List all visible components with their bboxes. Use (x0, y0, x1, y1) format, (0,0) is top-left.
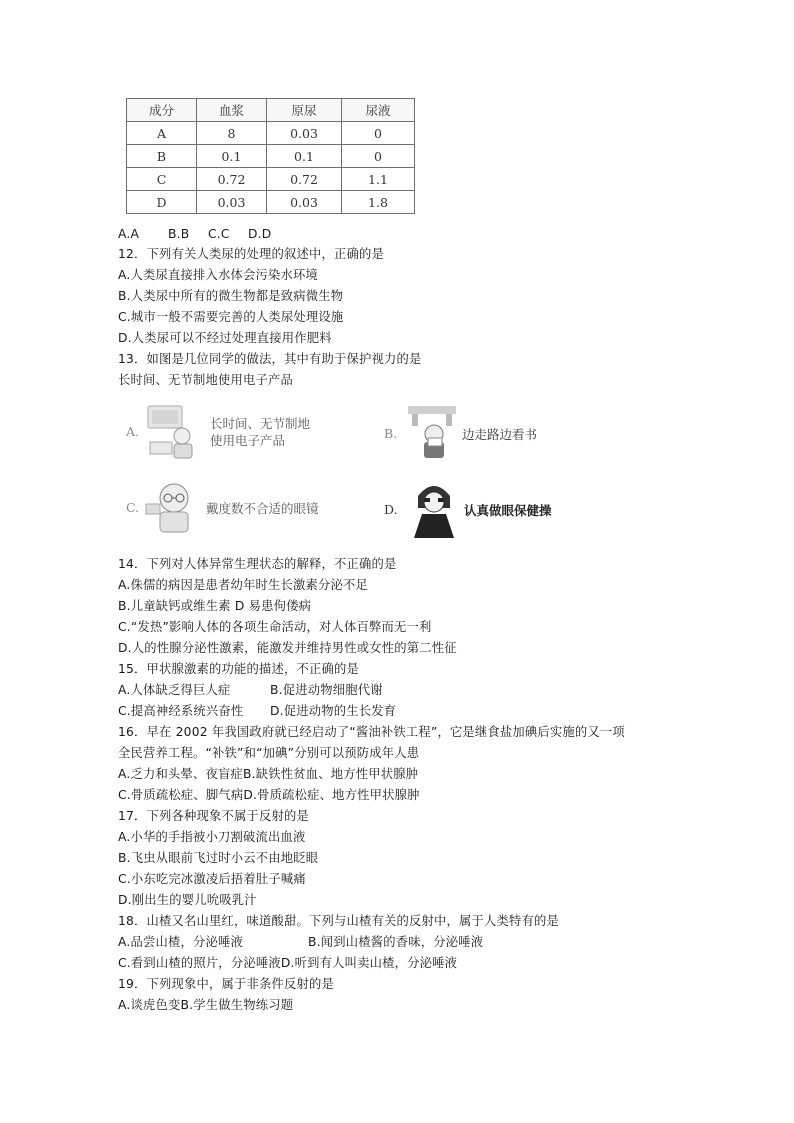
q12-stem: 12．下列有关人类尿的处理的叙述中，正确的是 (118, 247, 384, 261)
q13-extra-text: 长时间、无节制地使用电子产品 (118, 373, 293, 387)
table-cell: B (127, 145, 197, 168)
q19-options-row (118, 997, 293, 1013)
q15-stem: 15．甲状腺激素的功能的描述，不正确的是 (118, 662, 359, 676)
panel-a[interactable] (120, 398, 352, 466)
q14-option-b[interactable]: B.儿童缺钙或维生素 D 易患佝偻病 (118, 599, 312, 613)
q14-option-c[interactable]: C.“发热”影响人体的各项生命活动，对人体百弊而无一利 (118, 620, 432, 634)
q17-option-c[interactable]: C.小东吃完冰激凌后捂着肚子喊痛 (118, 872, 306, 886)
table-cell: 0.03 (197, 191, 267, 214)
q18-stem: 18．山楂又名山里红，味道酸甜。下列与山楂有关的反射中，属于人类特有的是 (118, 914, 559, 928)
q15-option-c[interactable]: C.提高神经系统兴奋性 (118, 704, 244, 718)
table-cell: D (127, 191, 197, 214)
panel-d[interactable] (360, 472, 592, 540)
q14-stem: 14．下列对人体异常生理状态的解释，不正确的是 (118, 557, 397, 571)
q15-option-a[interactable]: A.人体缺乏得巨人症 (118, 683, 231, 697)
q16-stem-line-2: 全民营养工程。“补铁”和“加碘”分别可以预防成年人患 (118, 746, 420, 760)
q17-option-d[interactable]: D.刚出生的婴儿吮吸乳汁 (118, 893, 257, 907)
child-with-glasses-icon (144, 474, 204, 538)
q19-stem: 19．下列现象中，属于非条件反射的是 (118, 977, 334, 991)
q12-option-a[interactable]: A.人类尿直接排入水体会污染水环境 (118, 268, 318, 282)
q16-option-b[interactable]: B.缺铁性贫血、地方性甲状腺肿 (242, 767, 419, 781)
q18-options-row-2 (118, 955, 457, 971)
table-header: 原尿 (267, 99, 342, 122)
panel-a-caption-2: 使用电子产品 (210, 433, 286, 448)
child-with-screen-icon (144, 402, 204, 462)
table-cell: 0.03 (267, 122, 342, 145)
panel-a-caption-1: 长时间、无节制地 (210, 416, 311, 431)
table-row (127, 168, 415, 191)
table-header: 血浆 (197, 99, 267, 122)
q16-option-c[interactable]: C.骨质疏松症、脚气病 (118, 788, 244, 802)
table-header: 成分 (127, 99, 197, 122)
q13-stem: 13．如图是几位同学的做法，其中有助于保护视力的是 (118, 352, 422, 366)
q14-option-d[interactable]: D.人的性腺分泌性激素，能激发并维持男性或女性的第二性征 (118, 641, 457, 655)
panel-d-caption: 认真做眼保健操 (464, 503, 552, 518)
child-reading-walking-icon (400, 400, 468, 462)
q12-option-b[interactable]: B.人类尿中所有的微生物都是致病微生物 (118, 289, 344, 303)
table-cell: 1.1 (342, 168, 415, 191)
table-cell: 0 (342, 145, 415, 168)
q16-option-a[interactable]: A.乏力和头晕、夜盲症 (118, 767, 243, 781)
option-c[interactable]: C.C (208, 227, 230, 241)
composition-table (126, 98, 415, 214)
q14-option-a[interactable]: A.侏儒的病因是患者幼年时生长激素分泌不足 (118, 578, 368, 592)
panel-a-letter: A. (126, 424, 140, 439)
table-cell: 0.1 (267, 145, 342, 168)
panel-c-letter: C. (126, 500, 140, 515)
table-row (127, 122, 415, 145)
q17-stem: 17．下列各种现象不属于反射的是 (118, 809, 310, 823)
q16-stem-line-1: 16．早在 2002 年我国政府就已经启动了“酱油补铁工程”，它是继食盐加碘后实施的又一项 (118, 725, 625, 739)
q16-options-row-1 (118, 766, 418, 782)
q17-option-a[interactable]: A.小华的手指被小刀割破流出血液 (118, 830, 306, 844)
q15-options-row-2 (118, 703, 396, 719)
q17-option-b[interactable]: B.飞虫从眼前飞过时小云不由地眨眼 (118, 851, 319, 865)
option-a[interactable]: A.A (118, 227, 140, 241)
table-row (127, 145, 415, 168)
q16-option-d[interactable]: D.骨质疏松症、地方性甲状腺肿 (243, 788, 420, 802)
table-cell: 0.1 (197, 145, 267, 168)
q16-options-row-2 (118, 787, 420, 803)
q13-figure (120, 398, 590, 540)
q15-option-d[interactable]: D.促进动物的生长发育 (270, 704, 397, 718)
q19-option-a[interactable]: A.谈虎色变 (118, 998, 181, 1012)
table-cell: 0.72 (267, 168, 342, 191)
child-eye-exercise-icon (404, 474, 464, 540)
q11-options (118, 226, 271, 242)
option-d[interactable]: D.D (248, 227, 272, 241)
q12-option-d[interactable]: D.人类尿可以不经过处理直接用作肥料 (118, 331, 332, 345)
table-header: 尿液 (342, 99, 415, 122)
q18-option-d[interactable]: D.听到有人叫卖山楂，分泌唾液 (280, 956, 458, 970)
table-cell: 0.72 (197, 168, 267, 191)
option-b[interactable]: B.B (168, 227, 190, 241)
table-cell: 8 (197, 122, 267, 145)
table-cell: A (127, 122, 197, 145)
table-cell: 0 (342, 122, 415, 145)
table-row (127, 191, 415, 214)
panel-c[interactable] (120, 472, 352, 540)
panel-d-letter: D. (384, 502, 398, 517)
panel-b[interactable] (360, 398, 592, 466)
q18-option-b[interactable]: B.闻到山楂酱的香味，分泌唾液 (308, 935, 484, 949)
table-header-row (127, 99, 415, 122)
table-cell: C (127, 168, 197, 191)
q12-option-c[interactable]: C.城市一般不需要完善的人类尿处理设施 (118, 310, 344, 324)
panel-c-caption: 戴度数不合适的眼镜 (206, 501, 319, 516)
q18-option-c[interactable]: C.看到山楂的照片，分泌唾液 (118, 956, 281, 970)
q15-option-b[interactable]: B.促进动物细胞代谢 (270, 683, 383, 697)
table-cell: 1.8 (342, 191, 415, 214)
q19-option-b[interactable]: B.学生做生物练习题 (180, 998, 294, 1012)
panel-b-letter: B. (384, 426, 398, 441)
q15-options-row-1 (118, 682, 383, 698)
panel-b-caption: 边走路边看书 (462, 427, 538, 442)
q18-option-a[interactable]: A.品尝山楂，分泌唾液 (118, 935, 243, 949)
table-cell: 0.03 (267, 191, 342, 214)
q18-options-row-1 (118, 934, 483, 950)
